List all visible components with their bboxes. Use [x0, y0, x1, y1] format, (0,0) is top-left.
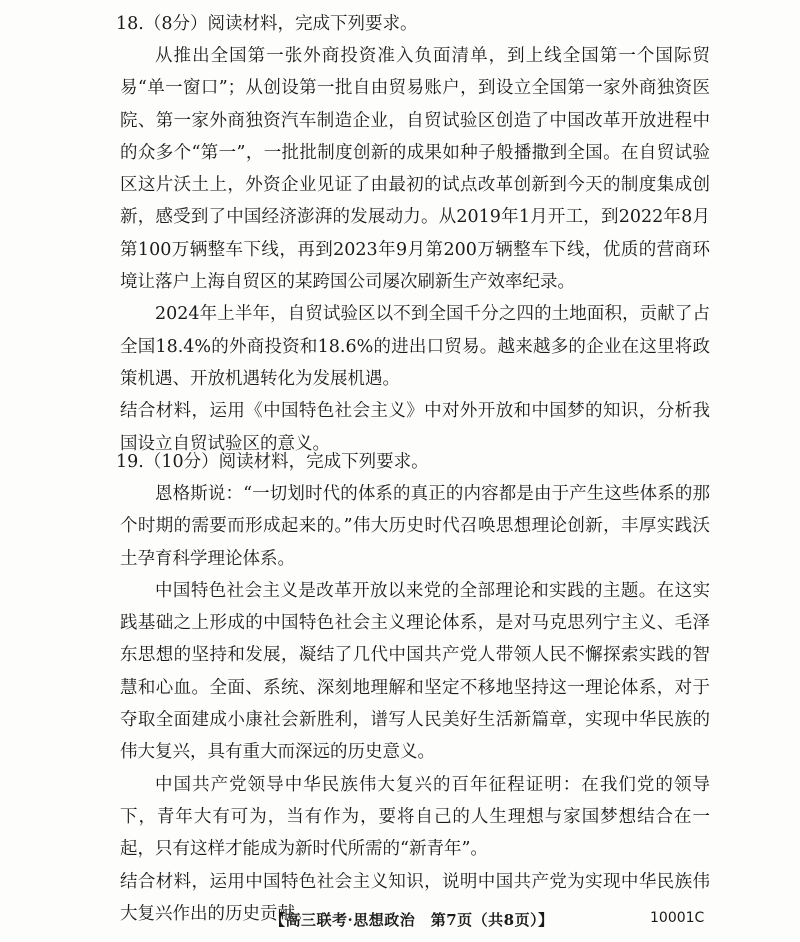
footer-paper-code: 10001C — [650, 910, 705, 926]
question-19-heading: 19.（10分）阅读材料，完成下列要求。 — [116, 452, 429, 472]
question-19-prompt: 结合材料，运用中国特色社会主义知识，说明中国共产党为实现中华民族伟大复兴作出的历史贡献。 — [120, 871, 710, 924]
question-19-material-paragraph-2: 中国特色社会主义是改革开放以来党的全部理论和实践的主题。在这实践基础之上形成的中国特色社会主义理论体系，是对马克思列宁主义、毛泽东思想的坚持和发展，凝结了几代中国共产党人带领人民不懈探索实践的智慧和心血。全面、系统、深刻地理解和坚定不移地坚持这一理论体系，对于夺取全面建成小康社会新胜利，谱写人民美好生活新篇章，实现中华民族的伟大复兴，具有重大而深远的历史意义。 — [120, 580, 710, 763]
question-19-material-paragraph-3: 中国共产党领导中华民族伟大复兴的百年征程证明：在我们党的领导下，青年大有可为，当有作为，要将自己的人生理想与家国梦想结合在一起，只有这样才能成为新时代所需的“新青年”。 — [120, 774, 710, 860]
question-18-material-paragraph-2: 2024年上半年，自贸试验区以不到全国千分之四的土地面积，贡献了占全国18.4%的外商投资和18.6%的进出口贸易。越来越多的企业在这里将政策机遇、开放机遇转化为发展机遇。 — [120, 304, 710, 389]
question-19 — [116, 446, 710, 930]
question-18-heading: 18.（8分）阅读材料，完成下列要求。 — [116, 14, 418, 34]
question-18-material-paragraph-1: 从推出全国第一张外商投资准入负面清单，到上线全国第一个国际贸易“单一窗口”；从创设第一批自由贸易账户，到设立全国第一家外商独资医院、第一家外商独资汽车制造企业，自贸试验区创造了中国改革开放进程中的众多个“第一”，一批批制度创新的成果如种子般播撒到全国。在自贸试验区这片沃土上，外资企业见证了由最初的试点改革创新到今天的制度集成创新，感受到了中国经济澎湃的发展动力。从2019年1月开工，到2022年8月第100万辆整车下线，再到2023年9月第200万辆整车下线，优质的营商环境让落户上海自贸区的某跨国公司屡次刷新生产效率纪录。 — [120, 46, 710, 293]
question-19-material-paragraph-1: 恩格斯说：“一切划时代的体系的真正的内容都是由于产生这些体系的那个时期的需要而形成起来的。”伟大历史时代召唤思想理论创新，丰厚实践沃土孕育科学理论体系。 — [120, 484, 710, 569]
page-footer — [0, 903, 800, 933]
footer-exam-label: 【高三联考·思想政治 第7页（共8页）】 — [270, 911, 554, 929]
question-18 — [116, 8, 710, 460]
question-18-prompt: 结合材料，运用《中国特色社会主义》中对外开放和中国梦的知识，分析我国设立自贸试验区的意义。 — [120, 401, 710, 454]
